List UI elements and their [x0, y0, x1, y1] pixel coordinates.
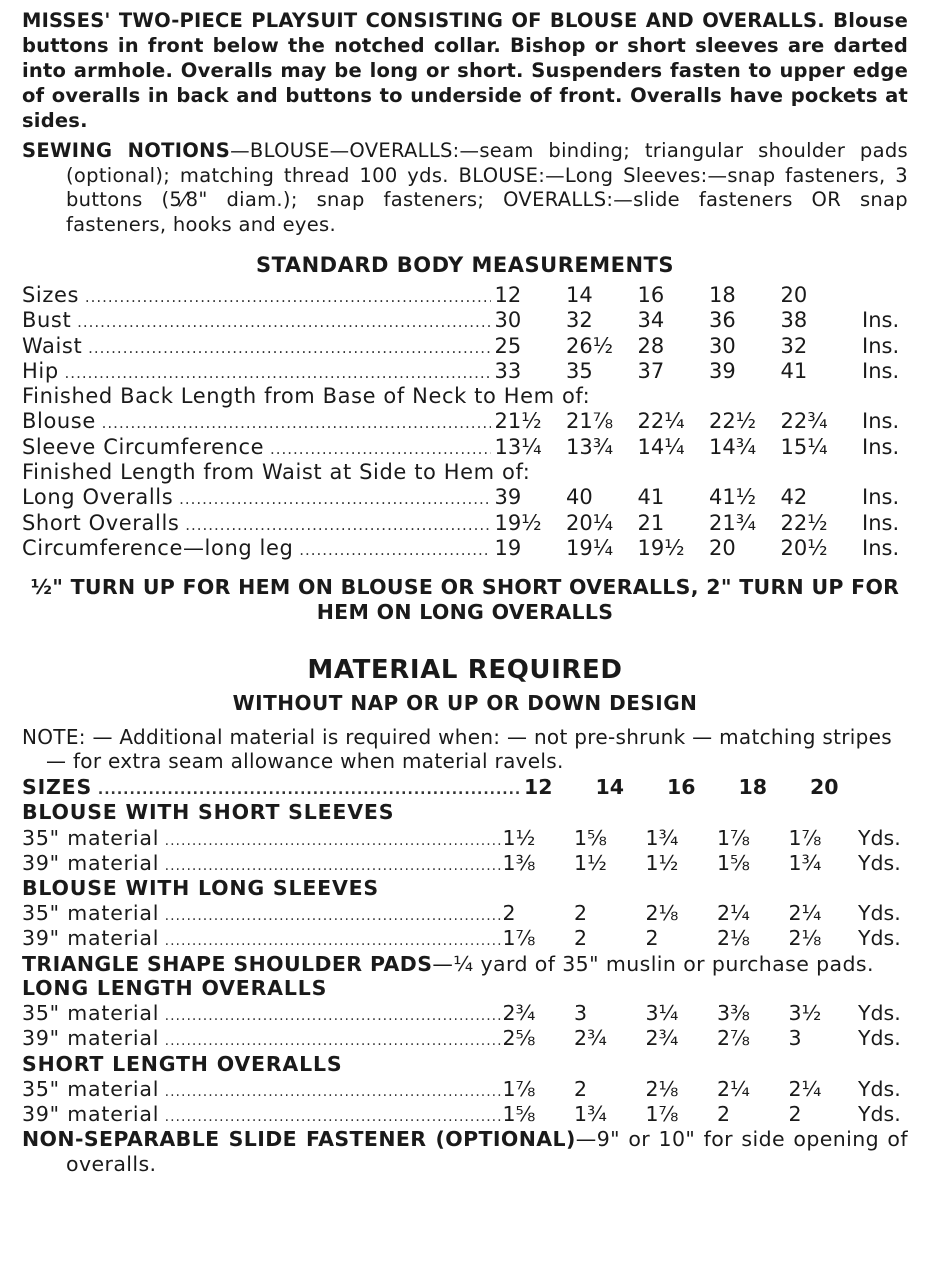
measurement-value: 20: [780, 283, 808, 307]
measurement-value: 22½: [709, 409, 757, 434]
material-label: 35" material .....: [22, 901, 501, 929]
material-value: 3½: [788, 1001, 822, 1026]
measurement-label: Waist .....: [22, 334, 491, 361]
measurement-value: 21¾: [709, 510, 757, 535]
size-header: 20: [810, 775, 839, 800]
material-value: 1¾: [788, 850, 822, 875]
material-value: 1½: [645, 850, 679, 875]
measurement-row: [22, 308, 908, 333]
measurement-value: 35: [566, 358, 593, 383]
material-label: 35" material .....: [22, 1077, 501, 1105]
hem-note: ½" TURN UP FOR HEM ON BLOUSE OR SHORT OVERALLS, 2" TURN UP FOR HEM ON LONG OVERALLS: [30, 575, 900, 625]
measurement-value: 15¼: [780, 434, 828, 459]
measurement-values: [491, 485, 909, 510]
fastener-lead: NON-SEPARABLE SLIDE FASTENER (OPTIONAL): [22, 1127, 576, 1152]
material-section-heading: BLOUSE WITH SHORT SLEEVES: [22, 800, 395, 825]
material-label: 39" material .....: [22, 926, 501, 954]
material-sizes-row: [22, 775, 908, 800]
measurement-value: 12: [494, 283, 522, 307]
measurement-value: 39: [494, 485, 522, 510]
material-row: [22, 1077, 908, 1102]
measurement-row: [22, 334, 908, 359]
measurement-label: Circumference—long leg .....: [22, 536, 491, 563]
material-value: 2¼: [788, 1076, 822, 1101]
material-row: [22, 1026, 908, 1051]
material-value: 2¾: [645, 1026, 679, 1051]
measurement-values: [491, 536, 909, 561]
measurement-value: 20¼: [566, 510, 614, 535]
measurement-row: [22, 359, 908, 384]
material-required-title: MATERIAL REQUIRED: [307, 655, 623, 686]
material-value: 2: [574, 926, 588, 951]
material-section-heading: BLOUSE WITH LONG SLEEVES: [22, 876, 379, 901]
measurement-value: 18: [709, 283, 736, 307]
size-header: 12: [524, 775, 553, 800]
material-values: [501, 1026, 909, 1051]
material-table: [22, 775, 908, 1176]
material-unit: Yds.: [858, 1076, 901, 1101]
measurement-label: Blouse .....: [22, 409, 491, 436]
measurement-value: 42: [780, 485, 808, 510]
measurement-value: 19½: [494, 510, 542, 535]
measurement-value: 21: [637, 510, 665, 535]
material-unit: Yds.: [858, 926, 901, 951]
material-value: 2¾: [574, 1026, 607, 1051]
measurement-label: Sizes .....: [22, 283, 491, 310]
measurement-values: [491, 359, 909, 384]
material-row: [22, 851, 908, 876]
material-value: 2⅛: [717, 926, 750, 951]
fastener-text: —9" or 10" for side opening of overalls.: [66, 1127, 908, 1176]
measurement-value: 14¾: [709, 434, 757, 459]
material-value: 3⅜: [717, 1001, 750, 1026]
material-label: 39" material .....: [22, 851, 501, 879]
measurement-label: Sleeve Circumference .....: [22, 435, 491, 462]
notions-lead: SEWING NOTIONS: [22, 139, 231, 162]
measurement-label: Short Overalls .....: [22, 511, 491, 538]
measurement-unit: Ins.: [862, 510, 900, 535]
material-row: [22, 926, 908, 951]
material-unit: Yds.: [858, 1102, 901, 1127]
notions-text: —BLOUSE—OVERALLS:—seam binding; triangular shoulder pads (optional); matching thread 100 yds. BLOUSE:—Long Sleeves:—snap fasteners, 3 buttons (5⁄8" diam.); snap fasteners; OVERALLS:—slide fasteners OR snap fasteners, hooks and eyes.: [66, 139, 908, 236]
size-header: 18: [738, 775, 768, 800]
pattern-description: MISSES' TWO-PIECE PLAYSUIT CONSISTING OF BLOUSE AND OVERALLS. Blouse buttons in front below the notched collar. Bishop or short sleeves are darted into armhole. Overalls may be long or short. Suspenders fasten to upper edge of overalls in back and buttons to underside of front. Overalls have pockets at sides.: [22, 9, 908, 132]
measurement-value: 19: [494, 535, 522, 560]
material-value: 2¼: [717, 1076, 750, 1101]
measurement-value: 30: [709, 333, 736, 358]
body-measurements-table: [22, 283, 908, 561]
measurement-values: [491, 334, 909, 359]
material-value: 2⅛: [788, 926, 822, 951]
material-value: 1½: [502, 825, 536, 850]
measurement-value: 19½: [637, 535, 685, 560]
material-value: 3¼: [645, 1001, 679, 1026]
material-value: 1¾: [645, 825, 679, 850]
pads-lead: TRIANGLE SHAPE SHOULDER PADS: [22, 951, 433, 976]
measurement-value: 39: [709, 358, 736, 383]
measurement-values: [491, 409, 909, 434]
material-values: [501, 1077, 909, 1102]
measurement-row: [22, 409, 908, 434]
measurement-value: 22¾: [780, 409, 828, 434]
material-section-heading: SHORT LENGTH OVERALLS: [22, 1051, 343, 1076]
material-label: 39" material .....: [22, 1102, 501, 1130]
measurement-value: 16: [637, 283, 665, 307]
material-value: 3: [788, 1026, 802, 1051]
measurement-value: 40: [566, 485, 593, 510]
material-unit: Yds.: [858, 1026, 901, 1051]
measurement-value: 21⅞: [566, 409, 614, 434]
material-row: [22, 901, 908, 926]
measurement-unit: [848, 283, 908, 308]
measurement-value: 32: [780, 333, 808, 358]
material-value: 1⅞: [788, 825, 822, 850]
measurement-value: 25: [494, 333, 522, 358]
measurement-value: 22¼: [637, 409, 685, 434]
back-length-heading: Finished Back Length from Base of Neck to Hem of:: [22, 384, 591, 409]
material-row: [22, 1001, 908, 1026]
material-subtitle: WITHOUT NAP OR UP OR DOWN DESIGN: [232, 691, 698, 716]
material-value: 2⅛: [645, 901, 679, 926]
material-value: 2¾: [502, 1001, 536, 1026]
material-value: 2¼: [717, 901, 750, 926]
material-unit: Yds.: [858, 825, 901, 850]
body-measurements-title: STANDARD BODY MEASUREMENTS: [256, 253, 674, 277]
measurement-unit: Ins.: [862, 535, 900, 560]
measurement-row: [22, 435, 908, 460]
material-unit: Yds.: [858, 901, 901, 926]
measurement-row: [22, 511, 908, 536]
material-label: 35" material .....: [22, 1001, 501, 1029]
measurement-row: [22, 283, 908, 308]
measurement-label: Bust .....: [22, 308, 491, 335]
material-label: 39" material .....: [22, 1026, 501, 1054]
measurement-values: [491, 283, 909, 308]
sewing-notions: [22, 139, 908, 237]
measurement-value: 30: [494, 308, 522, 333]
slide-fastener-note: [22, 1127, 908, 1176]
shoulder-pads-note: [22, 952, 908, 977]
material-label: 35" material .....: [22, 826, 501, 854]
material-value: 2: [788, 1102, 802, 1127]
measurement-row: [22, 485, 908, 510]
material-value: 2⅞: [717, 1026, 750, 1051]
measurement-value: 34: [637, 308, 665, 333]
material-value: 1⅝: [502, 1102, 536, 1127]
material-value: 1⅝: [574, 825, 607, 850]
measurement-unit: Ins.: [862, 434, 900, 459]
material-unit: Yds.: [858, 850, 901, 875]
measurement-unit: Ins.: [862, 333, 900, 358]
measurement-unit: Ins.: [862, 308, 900, 333]
measurement-row: [22, 536, 908, 561]
measurement-unit: Ins.: [862, 485, 900, 510]
material-value: 2⅝: [502, 1026, 536, 1051]
material-value: 1⅝: [717, 850, 750, 875]
material-value: 2⅛: [645, 1076, 679, 1101]
measurement-label: Hip .....: [22, 359, 491, 386]
measurement-unit: Ins.: [862, 358, 900, 383]
material-note: NOTE: — Additional material is required when: — not pre-shrunk — matching stripes — for extra seam allowance when material ravels.: [22, 725, 892, 774]
measurement-value: 19¼: [566, 535, 614, 560]
material-value: 1⅞: [645, 1102, 679, 1127]
measurement-value: 41: [780, 358, 808, 383]
material-value: 2: [574, 901, 588, 926]
measurement-value: 37: [637, 358, 665, 383]
material-value: 2: [574, 1076, 588, 1101]
measurement-value: 28: [637, 333, 665, 358]
material-unit: Yds.: [858, 1001, 901, 1026]
material-values: [501, 826, 909, 851]
measurement-value: 41½: [709, 485, 757, 510]
measurement-values: [491, 308, 909, 333]
material-value: 2: [502, 901, 516, 926]
measurement-values: [491, 511, 909, 536]
measurement-value: 32: [566, 308, 593, 333]
measurement-value: 13¾: [566, 434, 614, 459]
measurement-value: 20: [709, 535, 736, 560]
measurement-unit: Ins.: [862, 409, 900, 434]
material-values: [501, 851, 909, 876]
size-header: 14: [595, 775, 625, 800]
material-value: 1⅞: [502, 1076, 536, 1101]
material-value: 2: [717, 1102, 731, 1127]
measurement-value: 22½: [780, 510, 828, 535]
material-value: 1½: [574, 850, 607, 875]
material-section-heading: LONG LENGTH OVERALLS: [22, 976, 328, 1001]
measurement-label: Long Overalls .....: [22, 485, 491, 512]
measurement-value: 26½: [566, 333, 614, 358]
material-values: [501, 926, 909, 951]
measurement-value: 21½: [494, 409, 542, 434]
material-value: 1⅜: [502, 850, 536, 875]
material-values: [501, 1102, 909, 1127]
material-value: 2¼: [788, 901, 822, 926]
sizes-label: SIZES .....: [22, 775, 522, 803]
material-value: 3: [574, 1001, 588, 1026]
measurement-value: 14: [566, 283, 593, 307]
material-values: [501, 1001, 909, 1026]
material-value: 2: [645, 926, 659, 951]
material-row: [22, 1102, 908, 1127]
measurement-values: [491, 435, 909, 460]
material-value: 1⅞: [717, 825, 750, 850]
measurement-value: 33: [494, 358, 522, 383]
material-row: [22, 826, 908, 851]
material-value: 1¾: [574, 1102, 607, 1127]
material-values: [501, 901, 909, 926]
side-length-heading: Finished Length from Waist at Side to Hem of:: [22, 460, 531, 485]
pads-text: —¼ yard of 35" muslin or purchase pads.: [432, 951, 874, 976]
material-value: 1⅞: [502, 926, 536, 951]
measurement-value: 38: [780, 308, 808, 333]
measurement-value: 41: [637, 485, 665, 510]
measurement-value: 20½: [780, 535, 828, 560]
size-header: 16: [667, 775, 696, 800]
measurement-value: 14¼: [637, 434, 685, 459]
measurement-value: 36: [709, 308, 736, 333]
measurement-value: 13¼: [494, 434, 542, 459]
